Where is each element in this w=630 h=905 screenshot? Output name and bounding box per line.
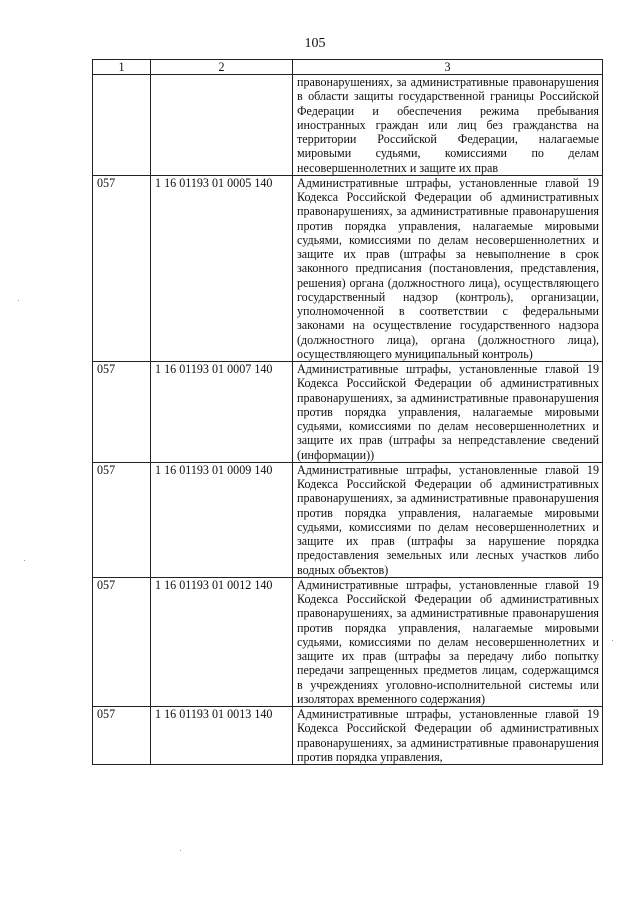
column-header-1: 1 — [93, 60, 151, 75]
kbk-code-cell: 1 16 01193 01 0012 140 — [151, 577, 293, 706]
admin-code-cell: 057 — [93, 462, 151, 577]
table-row — [93, 577, 603, 706]
description-cell: Административные штрафы, установленные главой 19 Кодекса Российской Федерации об административных правонарушениях, за административные правонарушения против порядка управления, налагаемые мировыми судьями, комиссиями по делам несовершеннолетних и защите их прав (штрафы за непредставление сведений (информации)) — [293, 362, 603, 463]
scan-speck — [612, 640, 613, 641]
table-row — [93, 75, 603, 176]
table-row — [93, 362, 603, 463]
page-number: 105 — [304, 36, 326, 51]
table-row — [93, 175, 603, 361]
description-cell: правонарушениях, за административные правонарушения в области защиты государственной границы Российской Федерации и обеспечения режима пребывания иностранных граждан или лиц без гражданства на территории Российской Федерации, налагаемые мировыми судьями, комиссиями по делам несовершеннолетних и защите их прав — [293, 75, 603, 176]
scan-speck — [180, 850, 181, 851]
budget-classification-table — [92, 59, 603, 765]
admin-code-cell: 057 — [93, 577, 151, 706]
scan-speck — [24, 560, 25, 561]
column-header-3: 3 — [293, 60, 603, 75]
kbk-code-cell: 1 16 01193 01 0007 140 — [151, 362, 293, 463]
table-header-row — [93, 60, 603, 75]
kbk-code-cell: 1 16 01193 01 0009 140 — [151, 462, 293, 577]
admin-code-cell: 057 — [93, 175, 151, 361]
kbk-code-cell: 1 16 01193 01 0005 140 — [151, 175, 293, 361]
kbk-code-cell — [151, 75, 293, 176]
description-cell: Административные штрафы, установленные главой 19 Кодекса Российской Федерации об административных правонарушениях, за административные правонарушения против порядка управления, налагаемые мировыми судьями, комиссиями по делам несовершеннолетних и защите их прав (штрафы за передачу либо попытку передачи запрещенных предметов лицам, содержащимся в учреждениях уголовно-исполнительной системы или изоляторах временного содержания) — [293, 577, 603, 706]
admin-code-cell — [93, 75, 151, 176]
table-row — [93, 707, 603, 765]
description-cell: Административные штрафы, установленные главой 19 Кодекса Российской Федерации об административных правонарушениях, за административные правонарушения против порядка управления, — [293, 707, 603, 765]
scan-speck — [18, 300, 19, 301]
table-row — [93, 462, 603, 577]
kbk-code-cell: 1 16 01193 01 0013 140 — [151, 707, 293, 765]
description-cell: Административные штрафы, установленные главой 19 Кодекса Российской Федерации об административных правонарушениях, за административные правонарушения против порядка управления, налагаемые мировыми судьями, комиссиями по делам несовершеннолетних и защите их прав (штрафы за невыполнение в срок законного предписания (постановления, представления, решения) органа (должностного лица), осуществляющего государственный надзор (контроль), организации, уполномоченной в соответствии с федеральными законами на осуществление государственного надзора (должностного лица), органа (должностного лица), осуществляющего муниципальный контроль) — [293, 175, 603, 361]
description-cell: Административные штрафы, установленные главой 19 Кодекса Российской Федерации об административных правонарушениях, за административные правонарушения против порядка управления, налагаемые мировыми судьями, комиссиями по делам несовершеннолетних и защите их прав (штрафы за нарушение порядка предоставления земельных или лесных участков либо водных объектов) — [293, 462, 603, 577]
admin-code-cell: 057 — [93, 362, 151, 463]
column-header-2: 2 — [151, 60, 293, 75]
admin-code-cell: 057 — [93, 707, 151, 765]
